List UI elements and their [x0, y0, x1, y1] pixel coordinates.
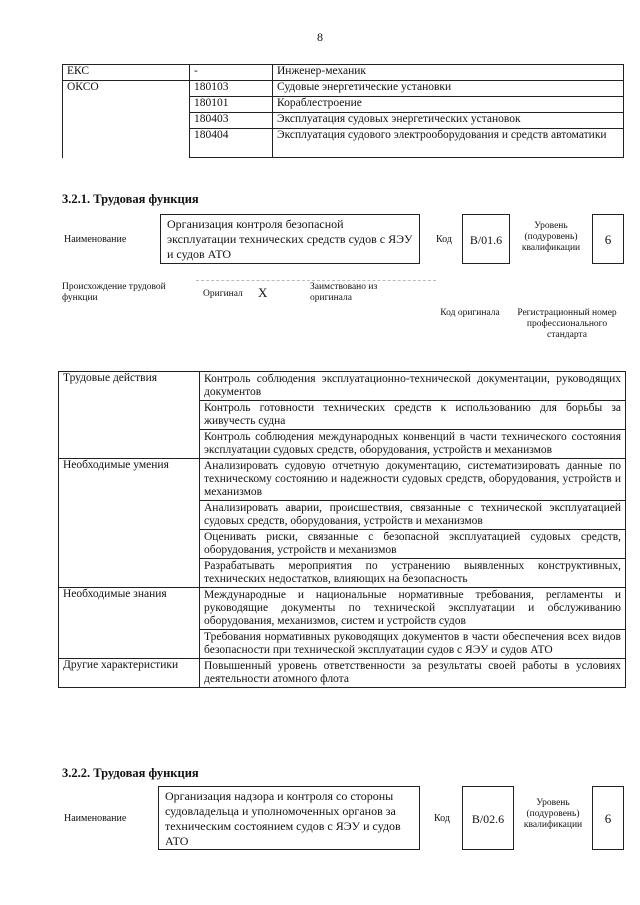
table-row [63, 65, 624, 81]
level-box: 6 [592, 786, 624, 850]
classifier-code: - [190, 65, 273, 81]
origin-label: Происхождение трудовой функции [62, 282, 166, 303]
classifier-name: ЕКС [63, 65, 190, 81]
name-label: Наименование [64, 234, 127, 245]
list-item: Разрабатывать мероприятия по устранению выявленных конструктивных, технических недостатков, влияющих на безопасность [200, 559, 626, 588]
section-label: Другие характеристики [59, 659, 200, 688]
code-label: Код [436, 234, 452, 245]
list-item: Требования нормативных руководящих документов в части обеспечения всех видов безопасности при технической эксплуатации судов с ЯЭУ и судов АТО [200, 630, 626, 659]
classifier-title: Эксплуатация судовых энергетических установок [273, 113, 624, 129]
level-label: Уровень (подуровень) квалификации [523, 798, 583, 830]
orig-code-label: Код оригинала [440, 308, 500, 318]
classifier-title: Инженер-механик [273, 65, 624, 81]
list-item: Оценивать риски, связанные с безопасной эксплуатацией судовых средств, оборудования, устройств и механизмов [200, 530, 626, 559]
function-code-box: В/01.6 [462, 214, 510, 264]
list-item: Контроль соблюдения эксплуатационно-технической документации, руководящих документов [200, 372, 626, 401]
function-name-box: Организация надзора и контроля со стороны судовладельца и уполномоченных органов за техническим состоянием судов с ЯЭУ и судов АТО [158, 786, 420, 850]
list-item: Повышенный уровень ответственности за результаты своей работы в условиях деятельности атомного флота [200, 659, 626, 688]
level-label: Уровень (подуровень) квалификации [521, 221, 581, 253]
code-label: Код [434, 813, 450, 824]
list-item: Контроль готовности технических средств к использованию для борьбы за живучесть судна [200, 401, 626, 430]
section-label: Необходимые умения [59, 459, 200, 588]
list-item: Анализировать аварии, происшествия, связанные с технической эксплуатацией судовых средств, оборудования, устройств и механизмов [200, 501, 626, 530]
name-label: Наименование [64, 813, 127, 824]
classifier-code: 180103 [190, 81, 273, 97]
table-row [59, 372, 626, 401]
section-label: Необходимые знания [59, 588, 200, 659]
function-details-table [58, 371, 626, 688]
classifier-title: Эксплуатация судового электрооборудования и средств автоматики [273, 129, 624, 158]
classifier-table [62, 64, 624, 158]
classifier-name: ОКСО [63, 81, 190, 158]
borrowed-label: Заимствовано из оригинала [310, 282, 378, 303]
function-name-box: Организация контроля безопасной эксплуатации технических средств судов с ЯЭУ и судов АТО [160, 214, 420, 264]
table-row [59, 659, 626, 688]
table-row [59, 459, 626, 501]
function-code-box: В/02.6 [462, 786, 514, 850]
list-item: Контроль соблюдения международных конвенций в части технического состояния эксплуатации судовых средств, оборудования, устройств и механизмов [200, 430, 626, 459]
page-number: 8 [317, 30, 323, 44]
table-row [63, 81, 624, 97]
list-item: Международные и национальные нормативные требования, регламенты и руководящие документы по технической эксплуатации и обслуживанию оборудования, механизмов, систем и устройств судов [200, 588, 626, 630]
classifier-code: 180403 [190, 113, 273, 129]
reg-number-label: Регистрационный номер профессионального стандарта [517, 308, 617, 340]
level-box: 6 [592, 214, 624, 264]
list-item: Анализировать судовую отчетную документацию, систематизировать данные по техническому состоянию и надежности судовых средств, оборудования, устройств и механизмов [200, 459, 626, 501]
section-label: Трудовые действия [59, 372, 200, 459]
table-row [59, 588, 626, 630]
classifier-code: 180404 [190, 129, 273, 158]
section-heading: 3.2.2. Трудовая функция [62, 766, 199, 780]
classifier-title: Кораблестроение [273, 97, 624, 113]
classifier-code: 180101 [190, 97, 273, 113]
classifier-title: Судовые энергетические установки [273, 81, 624, 97]
section-heading: 3.2.1. Трудовая функция [62, 192, 199, 206]
original-label: Оригинал [203, 289, 243, 299]
original-mark: Х [258, 285, 268, 300]
origin-divider [196, 280, 436, 281]
